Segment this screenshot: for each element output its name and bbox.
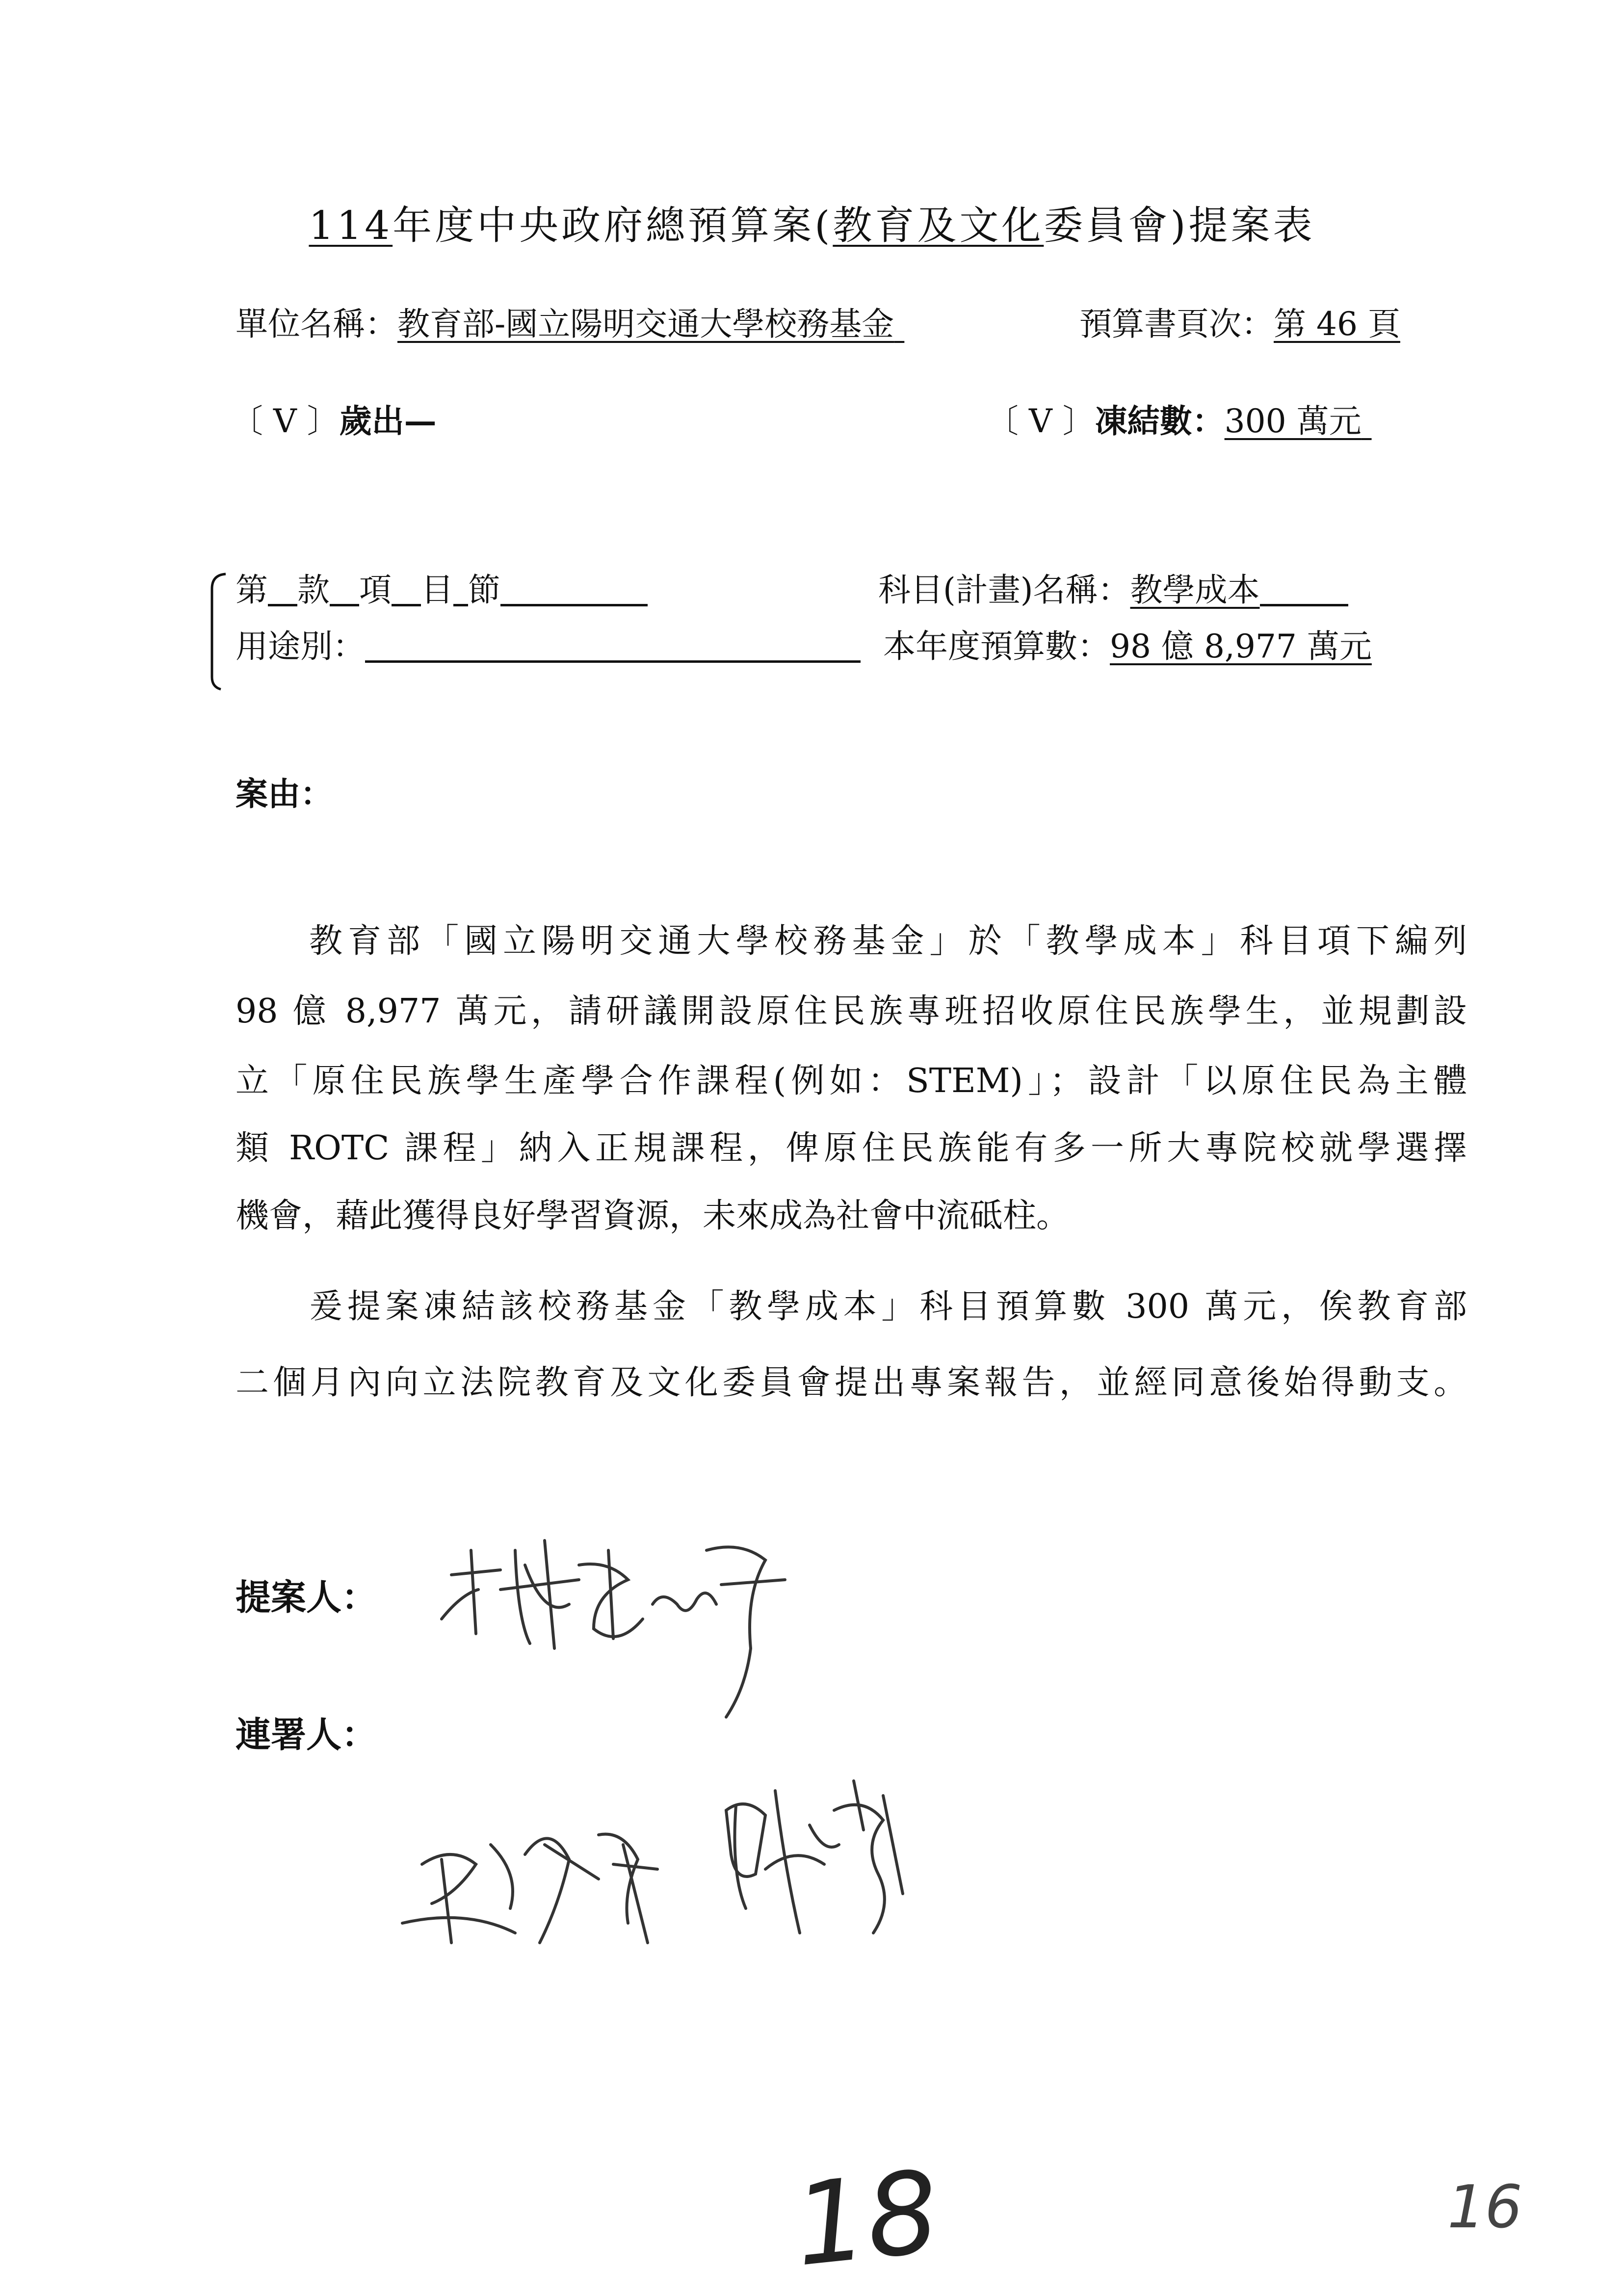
subject-value: 教學成本 xyxy=(1130,571,1260,609)
reason-label: 案由： xyxy=(236,775,333,813)
amount-label: 本年度預算數： xyxy=(883,627,1110,665)
unit-row xyxy=(236,305,928,343)
handwritten-number: 18 xyxy=(788,2146,945,2292)
di-label: 第 xyxy=(236,571,268,609)
title-committee: 教育及文化 xyxy=(833,203,1044,248)
bracket-icon xyxy=(206,569,236,692)
freeze-label: 凍結數： xyxy=(1095,402,1225,440)
title-middle: 年度中央政府總預算案( xyxy=(393,203,833,248)
freeze-checkbox[interactable]: 〔 V 〕 xyxy=(986,402,1095,440)
subject-row xyxy=(878,571,1348,609)
page-title xyxy=(0,194,1624,250)
unit-value: 教育部-國立陽明交通大學校務基金 xyxy=(397,305,894,343)
freeze-row xyxy=(986,402,1440,440)
paragraph-1-line-4: 類 ROTC 課程」納入正規課程，俾原住民族能有多一所大專院校就學選擇 xyxy=(236,1129,1467,1168)
subject-label: 科目(計畫)名稱： xyxy=(878,571,1130,609)
paragraph-2-line-1: 爰提案凍結該校務基金「教學成本」科目預算數 300 萬元，俟教育部 xyxy=(309,1287,1467,1326)
amount-value: 98 億 8,977 萬元 xyxy=(1110,627,1372,665)
expense-label: 歲出— xyxy=(339,402,437,440)
proposer-signature xyxy=(432,1521,824,1727)
page-ref-value: 第 46 頁 xyxy=(1274,305,1400,343)
page-ref-label: 預算書頁次： xyxy=(1079,305,1274,343)
paragraph-1-line-2: 98 億 8,977 萬元，請研議開設原住民族專班招收原住民族學生，並規劃設 xyxy=(236,992,1467,1031)
use-row xyxy=(236,627,861,665)
paragraph-1-line-5: 機會，藉此獲得良好學習資源，未來成為社會中流砥柱。 xyxy=(236,1197,1070,1235)
xiang-label: 項 xyxy=(359,571,392,609)
paragraph-1-line-1: 教育部「國立陽明交通大學校務基金」於「教學成本」科目項下編列 xyxy=(309,922,1467,961)
page-ref xyxy=(1079,305,1400,343)
budget-index-row xyxy=(236,571,648,609)
title-year: 114 xyxy=(309,203,393,248)
cosigner-signatures xyxy=(393,1747,1006,2021)
jie-label: 節 xyxy=(468,571,500,609)
freeze-value: 300 萬元 xyxy=(1224,402,1362,440)
kuan-label: 款 xyxy=(297,571,330,609)
cosigner-label: 連署人： xyxy=(236,1714,377,1755)
title-end: 委員會)提案表 xyxy=(1044,203,1315,248)
unit-label: 單位名稱： xyxy=(236,305,397,343)
amount-row xyxy=(883,627,1372,665)
expense-row xyxy=(231,402,437,440)
mu-label: 目 xyxy=(421,571,453,609)
paragraph-1-line-3: 立「原住民族學生產學合作課程(例如：STEM)」；設計「以原住民為主體 xyxy=(236,1062,1467,1100)
paragraph-2-line-2: 二個月內向立法院教育及文化委員會提出專案報告，並經同意後始得動支。 xyxy=(236,1363,1467,1402)
expense-checkbox[interactable]: 〔 V 〕 xyxy=(231,402,340,440)
use-label: 用途別： xyxy=(236,627,365,665)
page-number: 16 xyxy=(1447,2173,1522,2242)
proposer-label: 提案人： xyxy=(236,1576,377,1618)
